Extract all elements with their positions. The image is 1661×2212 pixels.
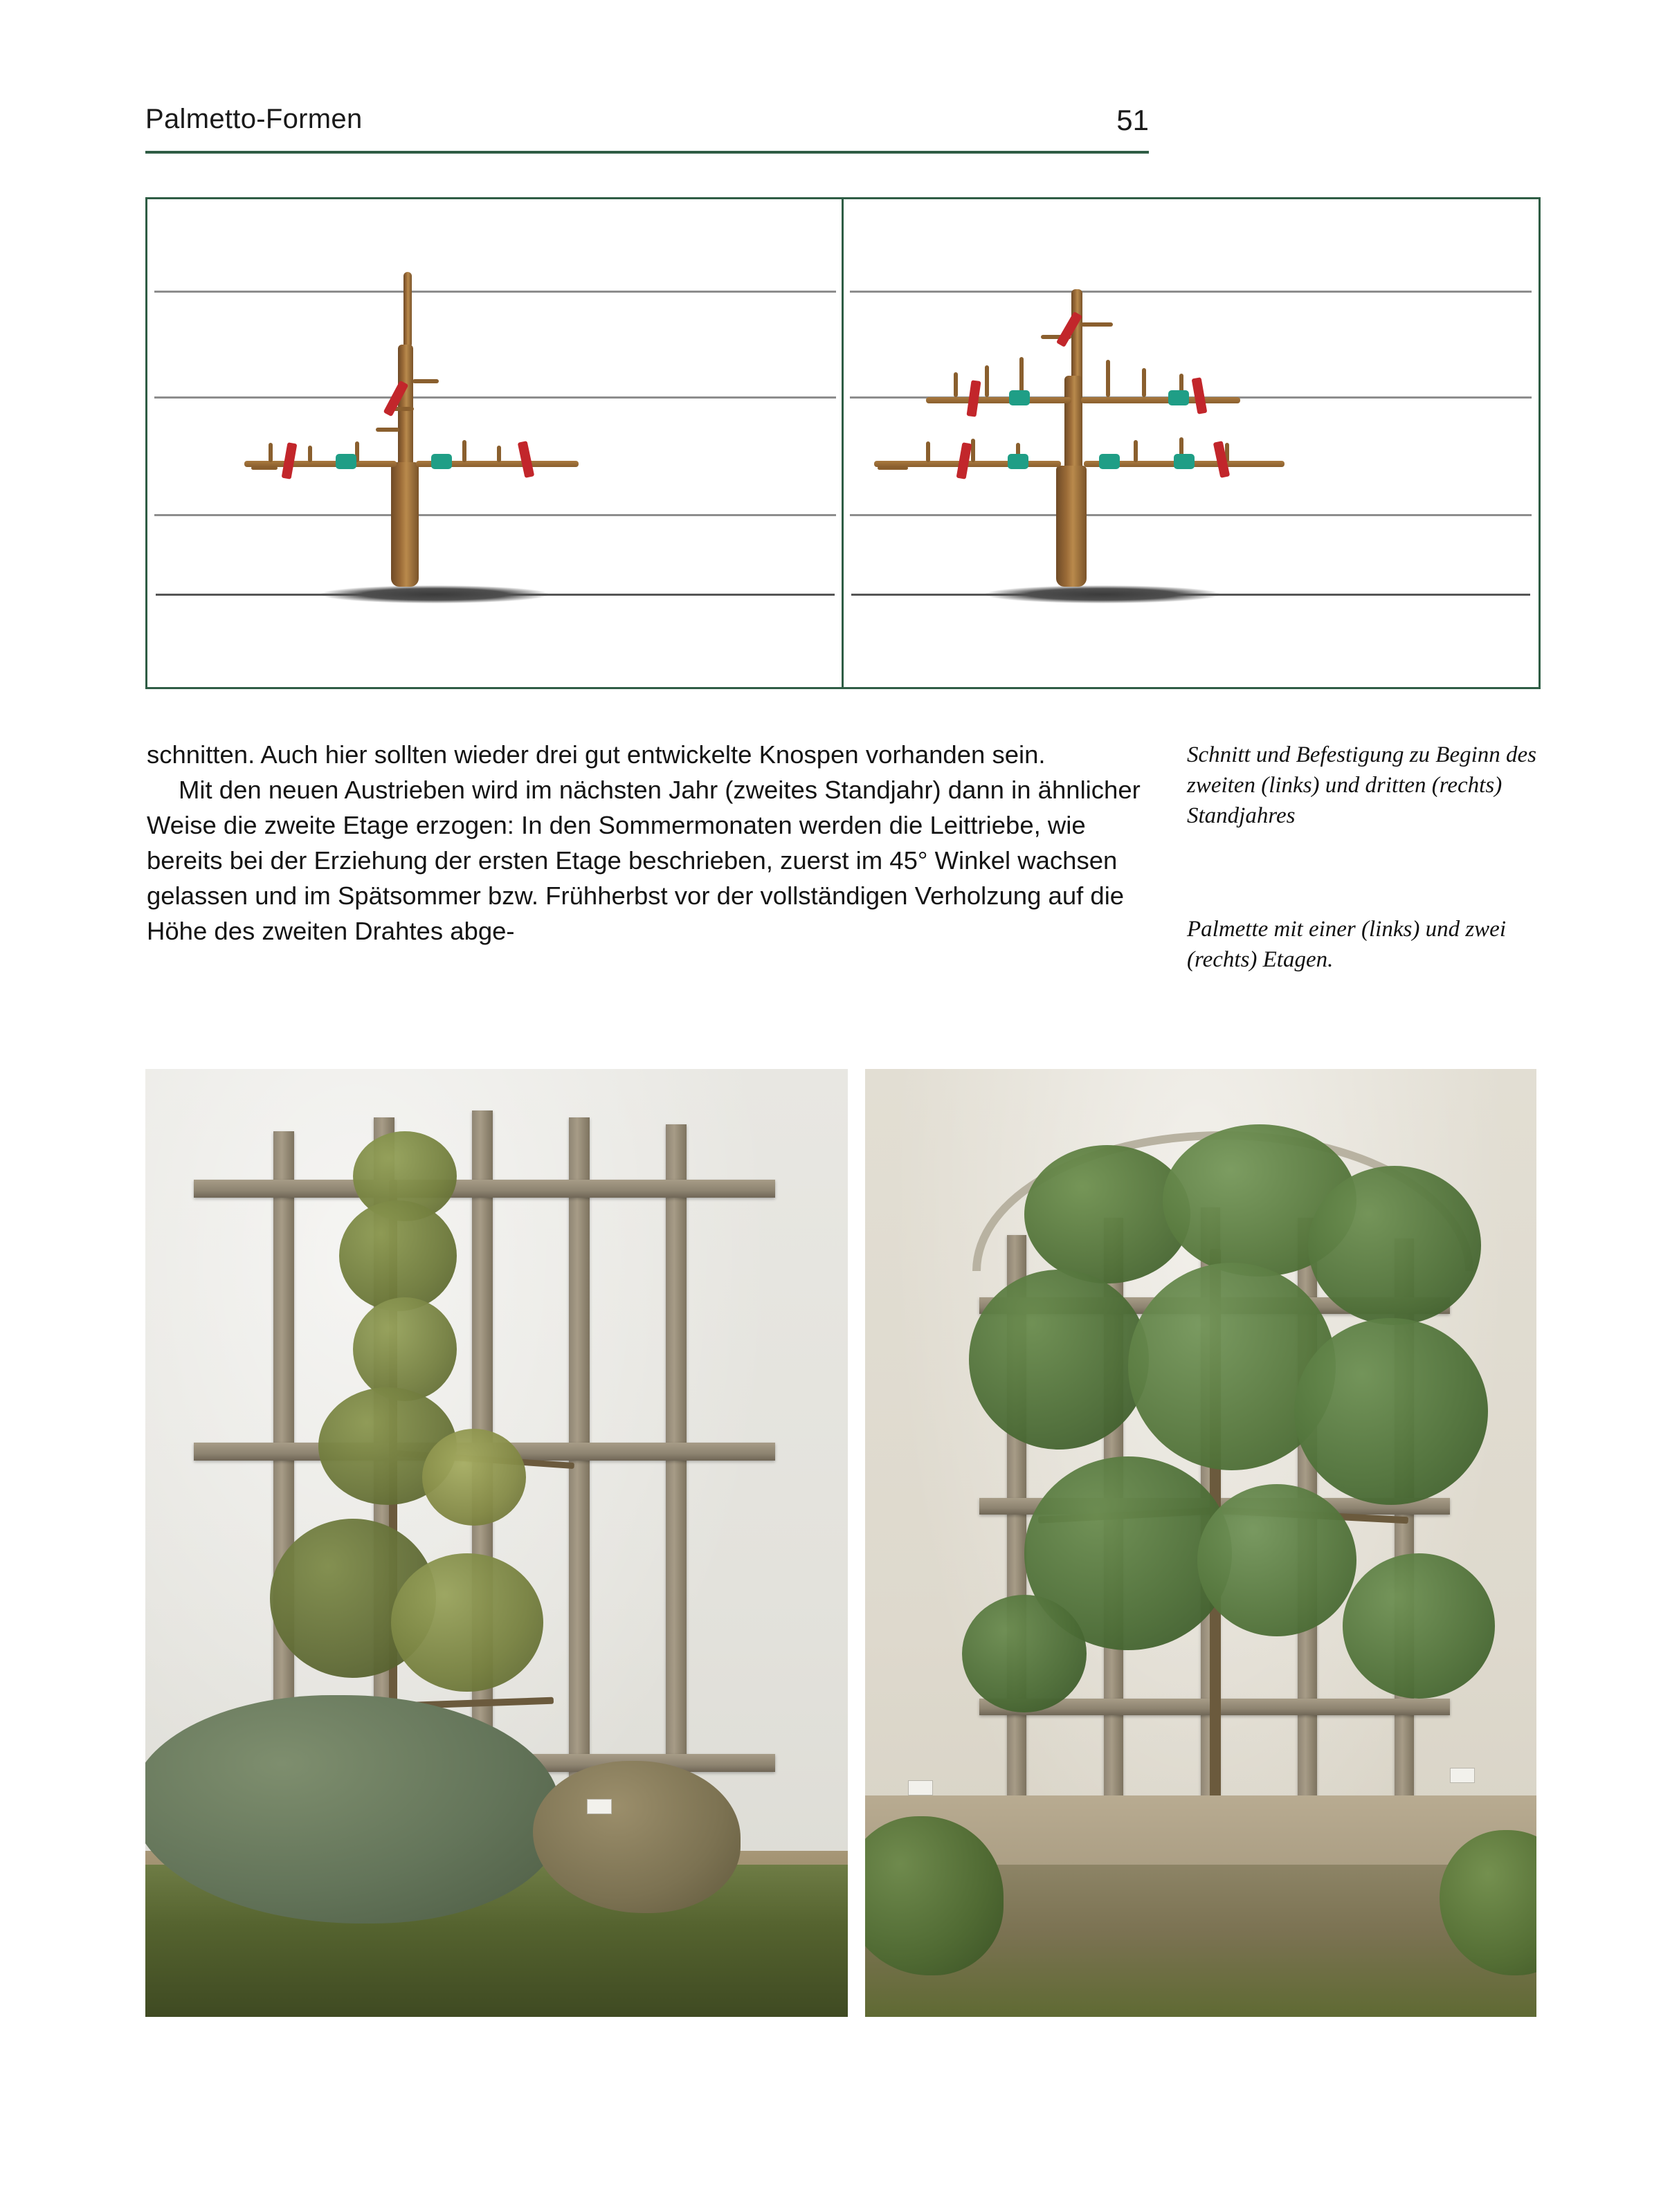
leaf-cluster [339,1200,457,1311]
figure-caption-bottom: Palmette mit einer (links) und zwei (rechts) Etagen. [1187,916,1506,972]
header-divider [145,151,1149,154]
soil-shadow [320,585,549,603]
red-clip [1192,377,1208,414]
green-tie [431,454,452,469]
leaf-cluster [962,1595,1087,1712]
trunk-upper [1064,376,1082,476]
soil-shadow [985,585,1220,603]
groundcover-bush [145,1695,561,1923]
figure-caption-top: Schnitt und Befestigung zu Beginn des zweiten (links) und dritten (rechts) Standjahres [1187,742,1537,828]
scaffold-branch-tier2-right [1081,397,1240,403]
twig [308,446,312,462]
twig [1081,322,1113,327]
body-text-column [147,737,1150,949]
illustration-left-one-tier [147,199,843,687]
twig [462,440,466,462]
twig [412,379,439,383]
training-wire-top [154,291,836,293]
leaf-cluster [422,1429,526,1526]
photo-espalier-autumn [145,1069,848,2017]
page-header [145,104,1149,152]
leaf-cluster [969,1270,1149,1450]
twig [954,372,958,397]
leader-shoot [1071,289,1082,386]
twig [251,466,278,470]
training-wire-bottom [154,514,836,516]
training-wire-middle [154,396,836,399]
green-tie [336,454,356,469]
running-head-title: Palmetto-Formen [145,104,363,134]
twig [1142,368,1146,397]
twig [926,441,930,462]
photo-espalier-arched [865,1069,1536,2017]
twig [878,466,908,470]
twig [376,428,399,432]
twig [269,443,273,462]
body-paragraph-1: schnitten. Auch hier sollten wieder drei gut entwickelte Knospen vorhanden sein. [147,740,1046,769]
training-wire-bottom [850,514,1532,516]
twig [497,446,501,462]
leaf-cluster [1343,1553,1495,1699]
twig [985,365,989,397]
plant-label-tag [908,1780,933,1795]
body-paragraph-2: Mit den neuen Austrieben wird im nächsten Jahr (zweites Standjahr) dann in ähnlicher Weise die zweite Etage erzogen: In den Sommermonaten werden die Leittriebe, wie bereits bei der Erziehung der ersten Etage beschrieben, zuerst im 45° Winkel wachsen gelassen und im Spätsommer bzw. Frühherbst vor der vollständigen Verholzung auf die Höhe des zweiten Drahtes abge- [147,776,1141,946]
leaf-cluster [391,1553,543,1692]
green-tie [1168,390,1189,405]
training-wire-top [850,291,1532,293]
twig [1134,440,1138,462]
leaf-cluster [1197,1484,1356,1636]
page-number: 51 [1116,104,1149,136]
plant-label-tag [1450,1768,1475,1783]
red-clip [518,441,535,478]
twig [1106,360,1110,397]
green-tie [1009,390,1030,405]
leader-shoot [403,272,412,348]
photo-row [145,1069,1536,2017]
leaf-cluster [1308,1166,1481,1325]
green-tie [1174,454,1195,469]
leaf-cluster [353,1297,457,1401]
trellis-horizontal-slat [194,1180,775,1198]
trunk-lower [1056,466,1087,587]
pruning-illustration-figure [145,197,1541,689]
green-tie [1008,454,1028,469]
twig [971,439,975,462]
illustration-right-two-tiers [843,199,1539,687]
caption-column [1187,740,1574,975]
trunk-lower [391,462,419,587]
plant-label-tag [587,1799,612,1814]
green-tie [1099,454,1120,469]
leaf-cluster [1294,1318,1488,1505]
scaffold-branch-tier2-left [926,397,1071,403]
